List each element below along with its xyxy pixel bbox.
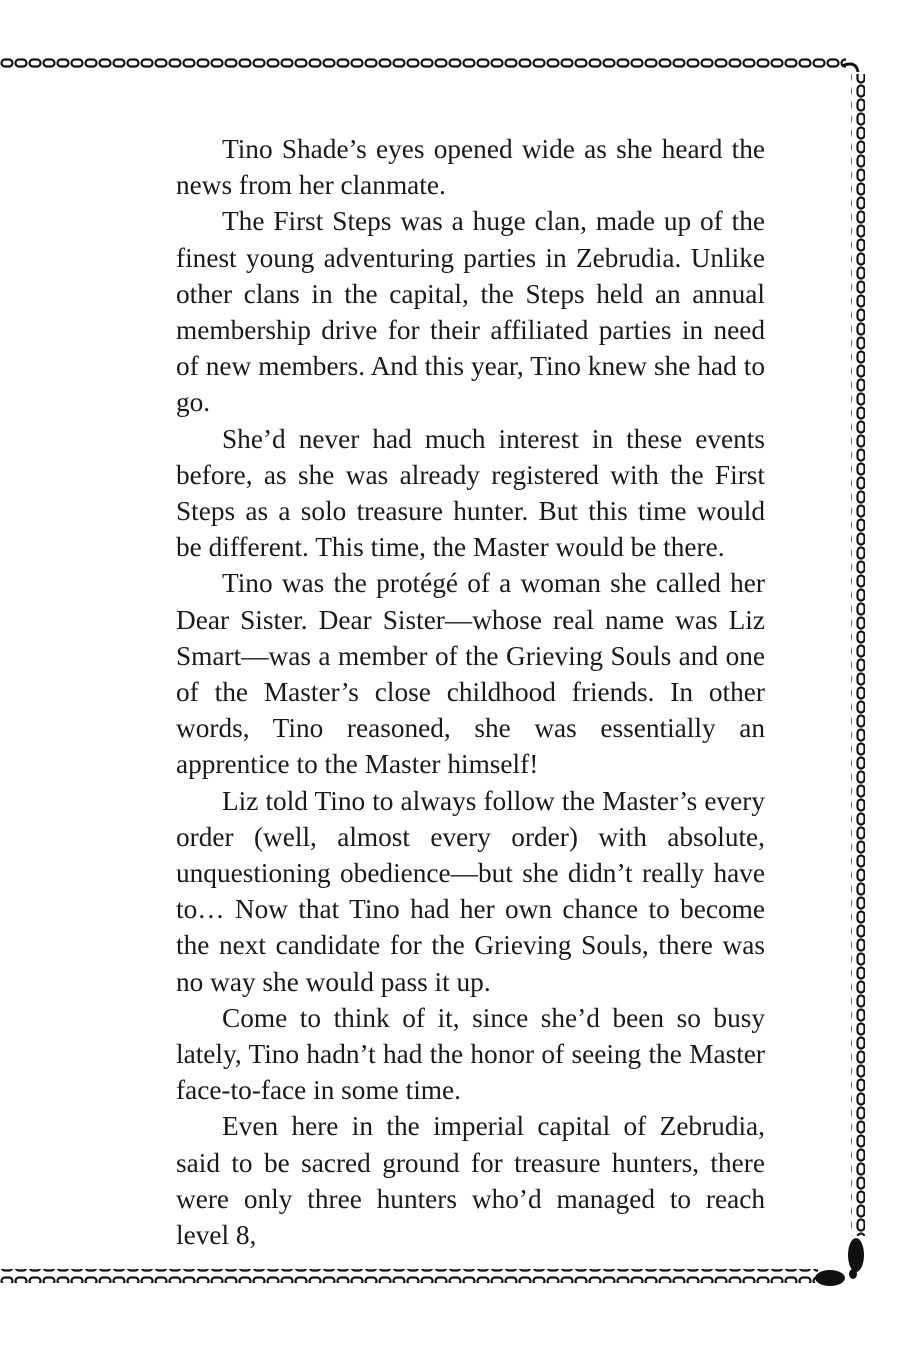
right-chain	[851, 74, 865, 1236]
page-text	[176, 131, 765, 1253]
paragraph: Tino was the protégé of a woman she called her Dear Sister. Dear Sister—whose real name was Liz Smart—was a member of the Grieving Souls and one of the Master’s close childhood friends. In other words, Tino reasoned, she was essentially an apprentice to the Master himself!	[176, 568, 765, 780]
top-chain	[0, 58, 846, 72]
paragraph: The First Steps was a huge clan, made up of the finest young adventuring parties in Zebrudia. Unlike other clans in the capital, the Steps held an annual membership drive for their affiliated parties in need of new members. And this year, Tino knew she had to go.	[176, 206, 765, 418]
paragraph: She’d never had much interest in these events before, as she was already registered with the First Steps as a solo treasure hunter. But this time would be different. This time, the Master would be there.	[176, 423, 765, 563]
paragraph: Come to think of it, since she’d been so busy lately, Tino hadn’t had the honor of seeing the Master face-to-face in some time.	[176, 1002, 765, 1106]
paragraph: Liz told Tino to always follow the Master’s every order (well, almost every order) with absolute, unquestioning obedience—but she didn’t really have to… Now that Tino had her own chance to become the next candidate for the Grieving Souls, there was no way she would pass it up.	[176, 785, 765, 997]
paragraph: Tino Shade’s eyes opened wide as she heard the news from her clanmate.	[176, 134, 765, 201]
paragraph: Even here in the imperial capital of Zebrudia, said to be sacred ground for treasure hunters, there were only three hunters who’d managed to reach level 8,	[176, 1111, 765, 1251]
bottom-chain	[0, 1269, 818, 1283]
chain-pendant	[815, 1238, 864, 1286]
